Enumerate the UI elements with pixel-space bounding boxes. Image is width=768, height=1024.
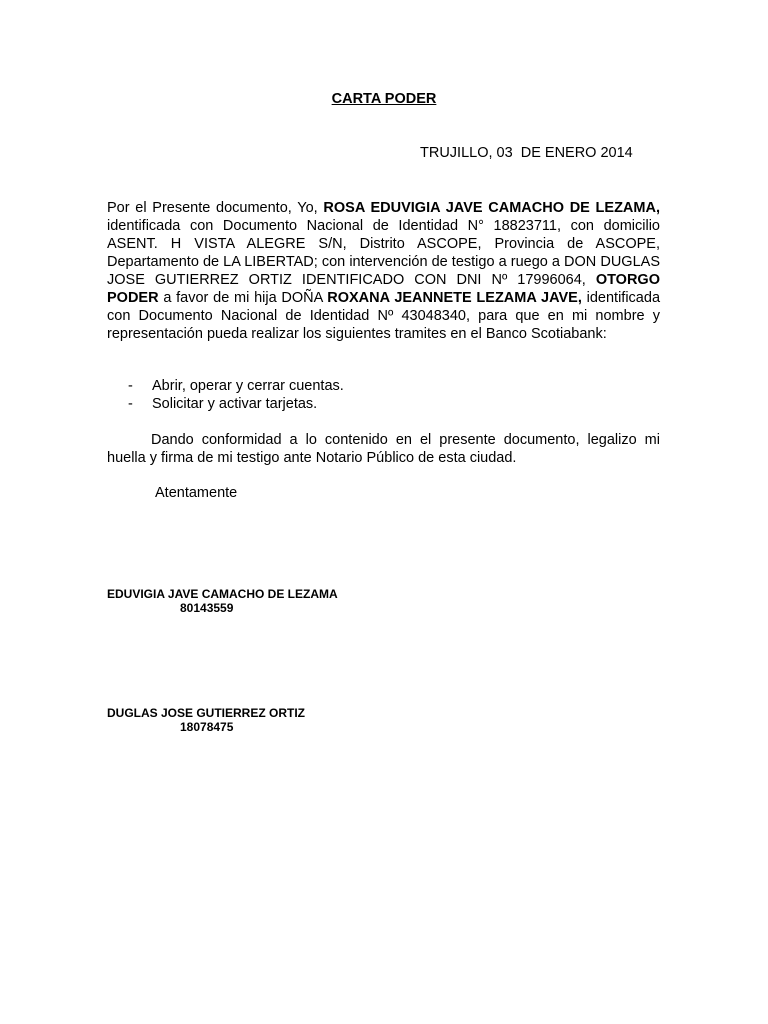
document-title: CARTA PODER xyxy=(331,91,437,107)
list-item xyxy=(128,395,344,413)
list-item-text: Abrir, operar y cerrar cuentas. xyxy=(152,378,344,394)
paragraph-text: Por el Presente documento, Yo, xyxy=(107,200,324,216)
list-item-text: Solicitar y activar tarjetas. xyxy=(152,396,318,412)
body-paragraph-1 xyxy=(107,199,660,343)
grantee-name: ROXANA JEANNETE LEZAMA JAVE, xyxy=(327,290,582,306)
dash-marker: - xyxy=(128,378,133,394)
signatory-2-id: 18078475 xyxy=(180,720,234,734)
date-line: TRUJILLO, 03 DE ENERO 2014 xyxy=(420,145,633,161)
signatory-1-id: 80143559 xyxy=(180,601,234,615)
list-item xyxy=(128,377,344,395)
paragraph-text: a favor de mi hija DOÑA xyxy=(158,290,328,306)
body-paragraph-2: Dando conformidad a lo contenido en el presente documento, legalizo mi huella y firma de mi testigo ante Notario Público de esta ciudad. xyxy=(107,432,660,466)
grant-power-phrase: OTORGO PODER xyxy=(107,272,660,306)
dash-marker: - xyxy=(128,396,133,412)
procedures-list xyxy=(128,377,344,413)
closing-text: Atentamente xyxy=(155,485,238,501)
signatory-2-name: DUGLAS JOSE GUTIERREZ ORTIZ xyxy=(107,706,306,720)
grantor-name: ROSA EDUVIGIA JAVE CAMACHO DE LEZAMA, xyxy=(323,200,660,216)
signatory-1-name: EDUVIGIA JAVE CAMACHO DE LEZAMA xyxy=(107,587,338,601)
paragraph-text: identificada con Documento Nacional de Identidad N° 18823711, con domicilio ASENT. H VISTA ALEGRE S/N, Distrito ASCOPE, Provincia de ASCOPE, Departamento de LA LIBERTAD; con intervención de testigo a ruego a DON DUGLAS JOSE GUTIERREZ ORTIZ IDENTIFICADO CON DNI Nº 17996064, xyxy=(107,218,660,288)
paragraph-text: identificada con Documento Nacional de Identidad Nº 43048340, para que en mi nombre y representación pueda realizar los siguientes tramites en el Banco Scotiabank: xyxy=(107,290,661,342)
